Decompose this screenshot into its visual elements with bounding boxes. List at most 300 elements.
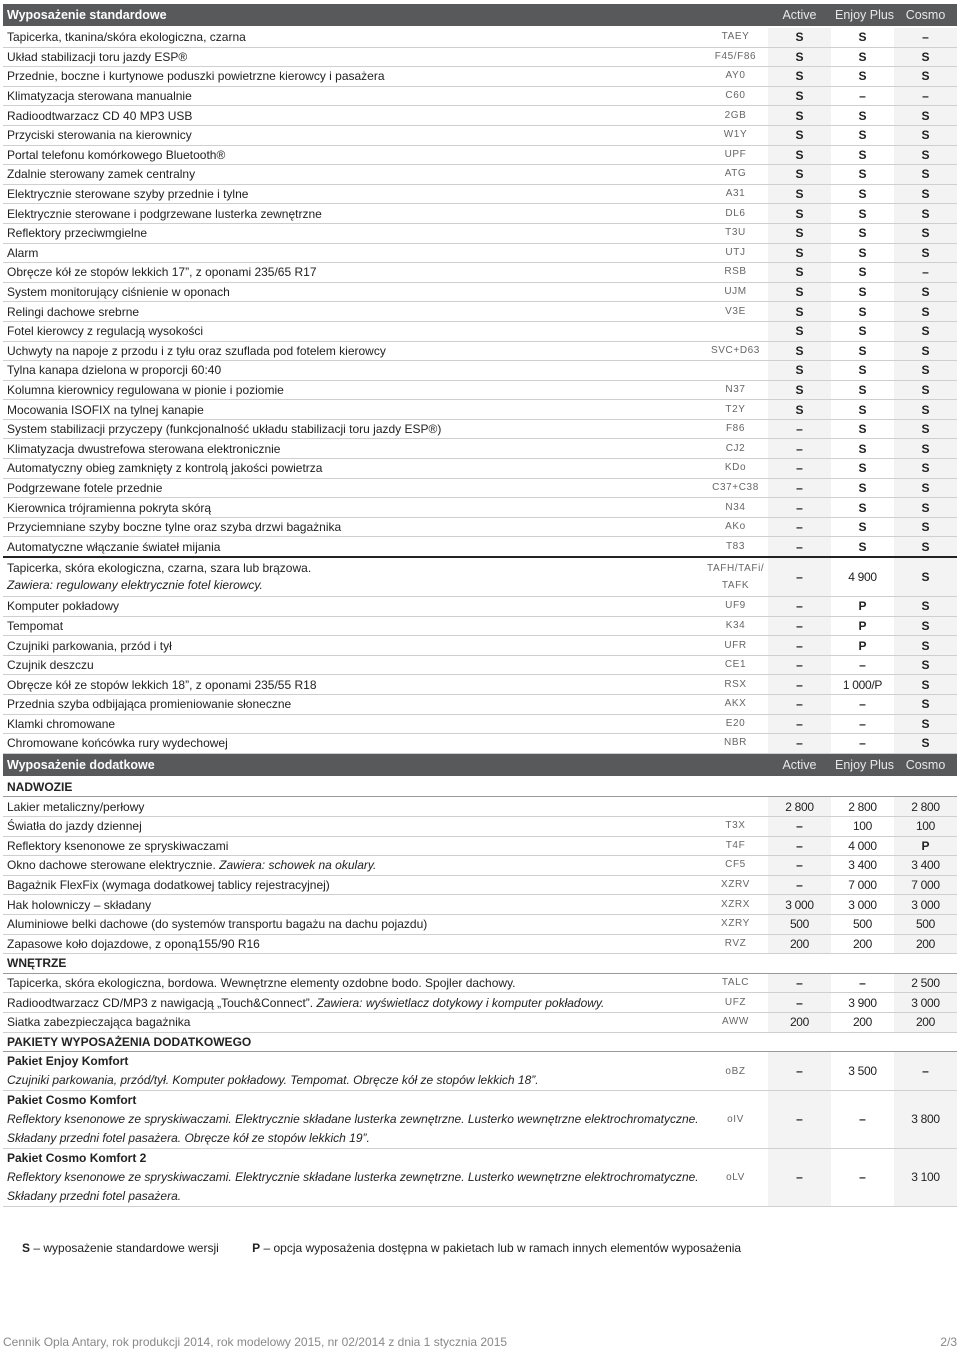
table-row: [3, 895, 957, 915]
cell-active: S: [768, 184, 831, 204]
cell-active: S: [768, 165, 831, 185]
item-name: Tapicerka, skóra ekologiczna, bordowa. Wewnętrzne elementy ozdobne bodo. Spojler dachowy.: [3, 973, 703, 993]
option-code: F86: [703, 419, 768, 439]
cell-active: –: [768, 714, 831, 734]
cell-enjoy-plus: S: [831, 478, 894, 498]
cell-active: 3 000: [768, 895, 831, 915]
item-name: Przednia szyba odbijająca promieniowanie słoneczne: [3, 695, 703, 715]
item-name: Automatyczne włączanie świateł mijania: [3, 537, 703, 557]
table-row: [3, 263, 957, 283]
item-name: Fotel kierowcy z regulacją wysokości: [3, 321, 703, 341]
cell-cosmo: 100: [894, 816, 957, 836]
table-row: [3, 223, 957, 243]
table-row: [3, 934, 957, 954]
cell-cosmo: S: [894, 204, 957, 224]
legend: [22, 1241, 771, 1255]
item-name: Kierownica trójramienna pokryta skórą: [3, 498, 703, 518]
cell-cosmo: S: [894, 714, 957, 734]
table-row: [3, 282, 957, 302]
table-row: [3, 557, 957, 597]
item-name: Przyciemniane szyby boczne tylne oraz szyba drzwi bagażnika: [3, 517, 703, 537]
option-code: UJM: [703, 282, 768, 302]
exterior-subheader-row: [3, 777, 957, 797]
cell-active: –: [768, 616, 831, 636]
packages-subheader-section: [3, 1032, 957, 1052]
option-code: oIV: [703, 1091, 768, 1149]
page-footer: [3, 1335, 957, 1349]
cell-enjoy-plus: S: [831, 419, 894, 439]
cell-cosmo: S: [894, 537, 957, 557]
package-description: Reflektory ksenonowe ze spryskiwaczami. Elektrycznie składane lusterka zewnętrzne. Lusterko wewnętrzne elektrochromatyczne. Składany przedni fotel pasażera. Obręcze kół ze stopów lekkich 19”.: [7, 1112, 699, 1146]
packages-subheader-row: [3, 1032, 957, 1052]
cell-enjoy-plus: –: [831, 714, 894, 734]
cell-active: S: [768, 27, 831, 47]
col-cosmo-header: Cosmo: [894, 753, 957, 777]
col-cosmo-header: Cosmo: [894, 4, 957, 27]
col-active-header: Active: [768, 4, 831, 27]
item-name: Tapicerka, tkanina/skóra ekologiczna, czarna: [3, 27, 703, 47]
item-name: Mocowania ISOFIX na tylnej kanapie: [3, 400, 703, 420]
cell-enjoy-plus: 500: [831, 914, 894, 934]
option-code: KDo: [703, 459, 768, 479]
cell-active: S: [768, 282, 831, 302]
cell-cosmo: –: [894, 1052, 957, 1091]
cell-cosmo: S: [894, 400, 957, 420]
cell-active: S: [768, 380, 831, 400]
item-name: Reflektory przeciwmgielne: [3, 223, 703, 243]
option-code: [703, 321, 768, 341]
cell-cosmo: S: [894, 616, 957, 636]
cell-cosmo: S: [894, 321, 957, 341]
standard-section-title: Wyposażenie standardowe: [3, 4, 703, 27]
item-name: Elektrycznie sterowane i podgrzewane lusterka zewnętrzne: [3, 204, 703, 224]
package-title: Pakiet Cosmo Komfort 2: [7, 1151, 147, 1166]
item-name: Chromowane końcówka rury wydechowej: [3, 734, 703, 754]
cell-enjoy-plus: S: [831, 67, 894, 87]
cell-cosmo: 2 800: [894, 797, 957, 817]
table-row: [3, 47, 957, 67]
cell-enjoy-plus: S: [831, 223, 894, 243]
option-code: [703, 361, 768, 381]
cell-enjoy-plus: P: [831, 597, 894, 617]
cell-enjoy-plus: S: [831, 243, 894, 263]
page-number: 2/3: [940, 1335, 957, 1349]
cell-enjoy-plus: 7 000: [831, 875, 894, 895]
cell-active: –: [768, 498, 831, 518]
table-row: [3, 419, 957, 439]
interior-subheader-section: [3, 954, 957, 974]
cell-cosmo: S: [894, 597, 957, 617]
cell-active: S: [768, 243, 831, 263]
cell-cosmo: 200: [894, 934, 957, 954]
cell-active: –: [768, 419, 831, 439]
col-active-header: Active: [768, 753, 831, 777]
cell-active: 200: [768, 934, 831, 954]
cell-cosmo: S: [894, 675, 957, 695]
table-row: [3, 459, 957, 479]
table-row: [3, 302, 957, 322]
table-row: [3, 655, 957, 675]
table-row: [3, 106, 957, 126]
cell-cosmo: S: [894, 361, 957, 381]
cell-active: –: [768, 459, 831, 479]
legend-standard: S – wyposażenie standardowe wersji: [22, 1241, 219, 1255]
item-name: Radioodtwarzacz CD 40 MP3 USB: [3, 106, 703, 126]
item-name: Siatka zabezpieczająca bagażnika: [3, 1012, 703, 1032]
item-name: Czujniki parkowania, przód i tył: [3, 636, 703, 656]
cell-active: S: [768, 400, 831, 420]
cell-cosmo: S: [894, 459, 957, 479]
cell-enjoy-plus: 3 900: [831, 993, 894, 1013]
cell-enjoy-plus: S: [831, 517, 894, 537]
cell-active: –: [768, 816, 831, 836]
cell-active: –: [768, 1091, 831, 1149]
item-name: Układ stabilizacji toru jazdy ESP®: [3, 47, 703, 67]
upholstery-name: Tapicerka, skóra ekologiczna, czarna, szara lub brązowa. Zawiera: regulowany elektrycznie fotel kierowcy.: [3, 557, 703, 597]
item-name: Komputer pokładowy: [3, 597, 703, 617]
cell-active: –: [768, 1149, 831, 1207]
table-row: [3, 498, 957, 518]
item-name: Tylna kanapa dzielona w proporcji 60:40: [3, 361, 703, 381]
option-code: T2Y: [703, 400, 768, 420]
cell-active: 200: [768, 1012, 831, 1032]
item-name: Obręcze kół ze stopów lekkich 18”, z oponami 235/55 R18: [3, 675, 703, 695]
table-row: [3, 145, 957, 165]
cell-active: S: [768, 341, 831, 361]
cell-active: –: [768, 993, 831, 1013]
item-name: Tempomat: [3, 616, 703, 636]
cell-enjoy-plus: S: [831, 106, 894, 126]
cell-enjoy-plus: S: [831, 282, 894, 302]
cell-enjoy-plus: S: [831, 400, 894, 420]
optional-section-title: Wyposażenie dodatkowe: [3, 753, 703, 777]
cell-cosmo: 3 100: [894, 1149, 957, 1207]
exterior-subheader: NADWOZIE: [3, 777, 957, 797]
table-row: [3, 675, 957, 695]
item-name: Automatyczny obieg zamknięty z kontrolą jakości powietrza: [3, 459, 703, 479]
cell-cosmo: 3 000: [894, 895, 957, 915]
item-name: Okno dachowe sterowane elektrycznie. Zawiera: schowek na okulary.: [3, 856, 703, 876]
cell-active: S: [768, 361, 831, 381]
standard-equipment-section-2: [3, 597, 957, 754]
cell-cosmo: 500: [894, 914, 957, 934]
cell-active: S: [768, 302, 831, 322]
item-name: Klimatyzacja sterowana manualnie: [3, 86, 703, 106]
cell-active: S: [768, 263, 831, 283]
option-code: UF9: [703, 597, 768, 617]
table-row: [3, 361, 957, 381]
cell-enjoy-plus: S: [831, 204, 894, 224]
option-code: W1Y: [703, 125, 768, 145]
option-code: N34: [703, 498, 768, 518]
cell-cosmo: S: [894, 439, 957, 459]
cell-enjoy-plus: S: [831, 263, 894, 283]
table-row: [3, 67, 957, 87]
item-name: Przednie, boczne i kurtynowe poduszki powietrzne kierowcy i pasażera: [3, 67, 703, 87]
cell-active: –: [768, 734, 831, 754]
option-code: UFR: [703, 636, 768, 656]
table-row: [3, 380, 957, 400]
item-name: Uchwyty na napoje z przodu i z tyłu oraz szuflada pod fotelem kierowcy: [3, 341, 703, 361]
cell-cosmo: S: [894, 165, 957, 185]
table-row: [3, 184, 957, 204]
cell-cosmo: S: [894, 419, 957, 439]
cell-enjoy-plus: S: [831, 439, 894, 459]
cell-cosmo: 2 500: [894, 973, 957, 993]
table-row: [3, 537, 957, 557]
package-name: [3, 1091, 703, 1149]
cell-enjoy-plus: 3 500: [831, 1052, 894, 1091]
cell-active: S: [768, 67, 831, 87]
option-code: RVZ: [703, 934, 768, 954]
item-name: Klimatyzacja dwustrefowa sterowana elektronicznie: [3, 439, 703, 459]
cell-active: S: [768, 321, 831, 341]
item-name: Alarm: [3, 243, 703, 263]
table-row: [3, 734, 957, 754]
package-description: Reflektory ksenonowe ze spryskiwaczami. Elektrycznie składane lusterka zewnętrzne. Lusterko wewnętrzne elektrochromatyczne. Składany przedni fotel pasażera.: [7, 1170, 699, 1204]
item-name: Elektrycznie sterowane szyby przednie i tylne: [3, 184, 703, 204]
cell-enjoy-plus: –: [831, 1149, 894, 1207]
cell-cosmo: S: [894, 223, 957, 243]
table-row: [3, 616, 957, 636]
table-row: [3, 695, 957, 715]
cell-active: –: [768, 1052, 831, 1091]
cell-enjoy-plus: –: [831, 973, 894, 993]
cell-enjoy-plus: P: [831, 636, 894, 656]
option-code: CJ2: [703, 439, 768, 459]
cell-enjoy-plus: –: [831, 86, 894, 106]
cell-cosmo: P: [894, 836, 957, 856]
table-row: [3, 875, 957, 895]
optional-equipment-section: [3, 753, 957, 797]
cell-cosmo: S: [894, 341, 957, 361]
cell-cosmo: –: [894, 263, 957, 283]
option-code: AWW: [703, 1012, 768, 1032]
table-row: [3, 714, 957, 734]
table-row: [3, 914, 957, 934]
cell-cosmo: S: [894, 636, 957, 656]
option-code: SVC+D63: [703, 341, 768, 361]
cell-enjoy-plus: 200: [831, 1012, 894, 1032]
item-name: Podgrzewane fotele przednie: [3, 478, 703, 498]
upholstery-code: TAFH/TAFi/ TAFK: [703, 557, 768, 597]
table-row: [3, 165, 957, 185]
cell-enjoy-plus: 2 800: [831, 797, 894, 817]
cell-enjoy-plus: S: [831, 27, 894, 47]
cell-enjoy-plus: S: [831, 537, 894, 557]
table-row: [3, 243, 957, 263]
cell-enjoy-plus: S: [831, 361, 894, 381]
option-code: TALC: [703, 973, 768, 993]
cell-cosmo: S: [894, 655, 957, 675]
cell-active: –: [768, 675, 831, 695]
option-code: 2GB: [703, 106, 768, 126]
cell-active: –: [768, 856, 831, 876]
cell-enjoy-plus: 3 400: [831, 856, 894, 876]
cell-cosmo: S: [894, 47, 957, 67]
package-row: [3, 1091, 957, 1149]
equipment-table: [3, 4, 957, 1207]
cell-active: S: [768, 145, 831, 165]
cell-enjoy-plus: 100: [831, 816, 894, 836]
table-row: [3, 86, 957, 106]
cell-active: 500: [768, 914, 831, 934]
item-name: Światła do jazdy dziennej: [3, 816, 703, 836]
cell-cosmo: –: [894, 86, 957, 106]
cell-cosmo: S: [894, 106, 957, 126]
cell-active: 2 800: [768, 797, 831, 817]
option-code: TAEY: [703, 27, 768, 47]
option-code: XZRX: [703, 895, 768, 915]
option-code: AKX: [703, 695, 768, 715]
cell-enjoy-plus: –: [831, 734, 894, 754]
cell-enjoy-plus: 4 900: [831, 557, 894, 597]
option-code: XZRV: [703, 875, 768, 895]
package-row: [3, 1052, 957, 1091]
cell-active: –: [768, 655, 831, 675]
cell-cosmo: S: [894, 67, 957, 87]
table-row: [3, 341, 957, 361]
option-code: AY0: [703, 67, 768, 87]
option-code: C60: [703, 86, 768, 106]
package-row: [3, 1149, 957, 1207]
item-name: Kolumna kierownicy regulowana w pionie i poziomie: [3, 380, 703, 400]
cell-enjoy-plus: –: [831, 1091, 894, 1149]
table-row: [3, 400, 957, 420]
table-row: [3, 1012, 957, 1032]
cell-enjoy-plus: S: [831, 380, 894, 400]
cell-enjoy-plus: S: [831, 498, 894, 518]
packages-subheader: PAKIETY WYPOSAŻENIA DODATKOWEGO: [3, 1032, 957, 1052]
item-name: Lakier metaliczny/perłowy: [3, 797, 703, 817]
item-name: Przyciski sterowania na kierownicy: [3, 125, 703, 145]
cell-cosmo: S: [894, 380, 957, 400]
interior-subheader: WNĘTRZE: [3, 954, 957, 974]
package-title: Pakiet Cosmo Komfort: [7, 1093, 137, 1108]
table-row: [3, 439, 957, 459]
cell-cosmo: S: [894, 184, 957, 204]
item-name: Obręcze kół ze stopów lekkich 17”, z oponami 235/65 R17: [3, 263, 703, 283]
cell-enjoy-plus: S: [831, 459, 894, 479]
package-description: Czujniki parkowania, przód/tył. Komputer pokładowy. Tempomat. Obręcze kół ze stopów lekkich 18”.: [7, 1073, 539, 1088]
cell-active: –: [768, 517, 831, 537]
cell-active: S: [768, 106, 831, 126]
option-code: NBR: [703, 734, 768, 754]
item-name: Aluminiowe belki dachowe (do systemów transportu bagażu na dachu pojazdu): [3, 914, 703, 934]
item-name: Hak holowniczy – składany: [3, 895, 703, 915]
option-code: T3X: [703, 816, 768, 836]
option-code: UFZ: [703, 993, 768, 1013]
table-row: [3, 125, 957, 145]
interior-rows: [3, 973, 957, 1032]
cell-cosmo: S: [894, 125, 957, 145]
cell-enjoy-plus: S: [831, 341, 894, 361]
option-code: N37: [703, 380, 768, 400]
standard-header-row: [3, 4, 957, 27]
cell-cosmo: S: [894, 145, 957, 165]
cell-enjoy-plus: –: [831, 695, 894, 715]
item-name: Zapasowe koło dojazdowe, z oponą155/90 R16: [3, 934, 703, 954]
optional-header-row: [3, 753, 957, 777]
option-code: oBZ: [703, 1052, 768, 1091]
item-name: Portal telefonu komórkowego Bluetooth®: [3, 145, 703, 165]
standard-equipment-section: [3, 4, 957, 557]
cell-cosmo: 3 000: [894, 993, 957, 1013]
option-code: oLV: [703, 1149, 768, 1207]
item-name: Klamki chromowane: [3, 714, 703, 734]
option-code: ATG: [703, 165, 768, 185]
option-code: RSX: [703, 675, 768, 695]
table-row: [3, 797, 957, 817]
cell-cosmo: S: [894, 243, 957, 263]
cell-cosmo: 3 800: [894, 1091, 957, 1149]
cell-cosmo: S: [894, 498, 957, 518]
option-code: UPF: [703, 145, 768, 165]
table-row: [3, 478, 957, 498]
cell-active: –: [768, 875, 831, 895]
table-row: [3, 597, 957, 617]
cell-active: –: [768, 636, 831, 656]
table-row: [3, 636, 957, 656]
item-name: Reflektory ksenonowe ze spryskiwaczami: [3, 836, 703, 856]
price-list-page: [3, 4, 957, 1207]
cell-cosmo: S: [894, 282, 957, 302]
option-code: V3E: [703, 302, 768, 322]
table-row: [3, 993, 957, 1013]
cell-active: S: [768, 47, 831, 67]
cell-active: S: [768, 86, 831, 106]
option-code: XZRY: [703, 914, 768, 934]
option-code: A31: [703, 184, 768, 204]
cell-enjoy-plus: S: [831, 145, 894, 165]
upholstery-option-section: [3, 557, 957, 597]
packages-rows: [3, 1052, 957, 1207]
option-code: DL6: [703, 204, 768, 224]
cell-cosmo: S: [894, 557, 957, 597]
package-name: [3, 1149, 703, 1207]
option-code: F45/F86: [703, 47, 768, 67]
cell-active: –: [768, 973, 831, 993]
option-code: AKo: [703, 517, 768, 537]
col-enjoy-plus-header: Enjoy Plus: [831, 4, 894, 27]
cell-enjoy-plus: S: [831, 47, 894, 67]
item-name: Czujnik deszczu: [3, 655, 703, 675]
cell-cosmo: S: [894, 478, 957, 498]
cell-active: S: [768, 125, 831, 145]
option-code: T4F: [703, 836, 768, 856]
table-row: [3, 321, 957, 341]
item-name: Zdalnie sterowany zamek centralny: [3, 165, 703, 185]
option-code: CF5: [703, 856, 768, 876]
table-row: [3, 973, 957, 993]
exterior-rows: [3, 797, 957, 954]
option-code: K34: [703, 616, 768, 636]
option-code: CE1: [703, 655, 768, 675]
item-name: Relingi dachowe srebrne: [3, 302, 703, 322]
option-code: C37+C38: [703, 478, 768, 498]
legend-package-option: P – opcja wyposażenia dostępna w pakietach lub w ramach innych elementów wyposażenia: [252, 1241, 742, 1255]
option-code: E20: [703, 714, 768, 734]
option-code: RSB: [703, 263, 768, 283]
cell-enjoy-plus: –: [831, 655, 894, 675]
cell-active: S: [768, 223, 831, 243]
cell-active: –: [768, 478, 831, 498]
cell-active: –: [768, 597, 831, 617]
item-name: Radioodtwarzacz CD/MP3 z nawigacją „Touch&Connect”. Zawiera: wyświetlacz dotykowy i komputer pokładowy.: [3, 993, 703, 1013]
cell-cosmo: 200: [894, 1012, 957, 1032]
package-title: Pakiet Enjoy Komfort: [7, 1054, 129, 1069]
interior-subheader-row: [3, 954, 957, 974]
